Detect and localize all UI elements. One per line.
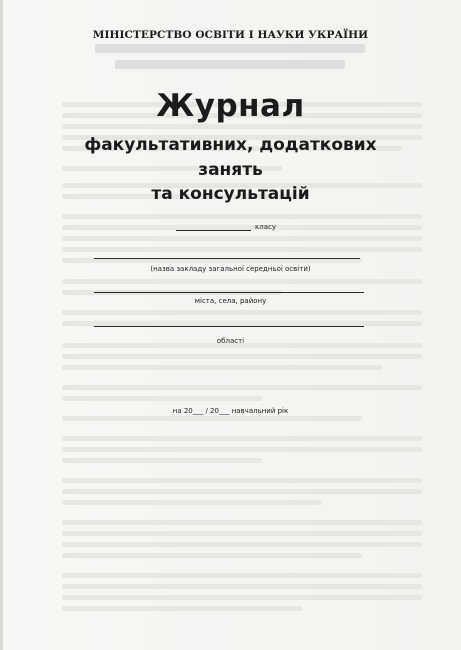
- title-subline-2: занять: [198, 160, 263, 180]
- locality-field-line[interactable]: [94, 292, 364, 293]
- locality-label: міста, села, району: [194, 297, 267, 305]
- institution-label: (назва закладу загальної середньої освіти): [150, 265, 311, 273]
- title-subline-1: факультативних, додаткових: [84, 135, 377, 155]
- institution-field-line[interactable]: [94, 258, 360, 259]
- ministry-header: МІНІСТЕРСТВО ОСВІТИ І НАУКИ УКРАЇНИ: [92, 29, 369, 41]
- region-field-line[interactable]: [94, 326, 364, 327]
- class-label: класу: [255, 223, 276, 231]
- school-year-field[interactable]: на 20___ / 20___ навчальний рік: [172, 407, 289, 415]
- title-subline-3: та консультацій: [151, 184, 310, 204]
- class-field-line[interactable]: [176, 230, 251, 231]
- journal-title: Журнал: [156, 88, 305, 124]
- region-label: області: [216, 337, 245, 345]
